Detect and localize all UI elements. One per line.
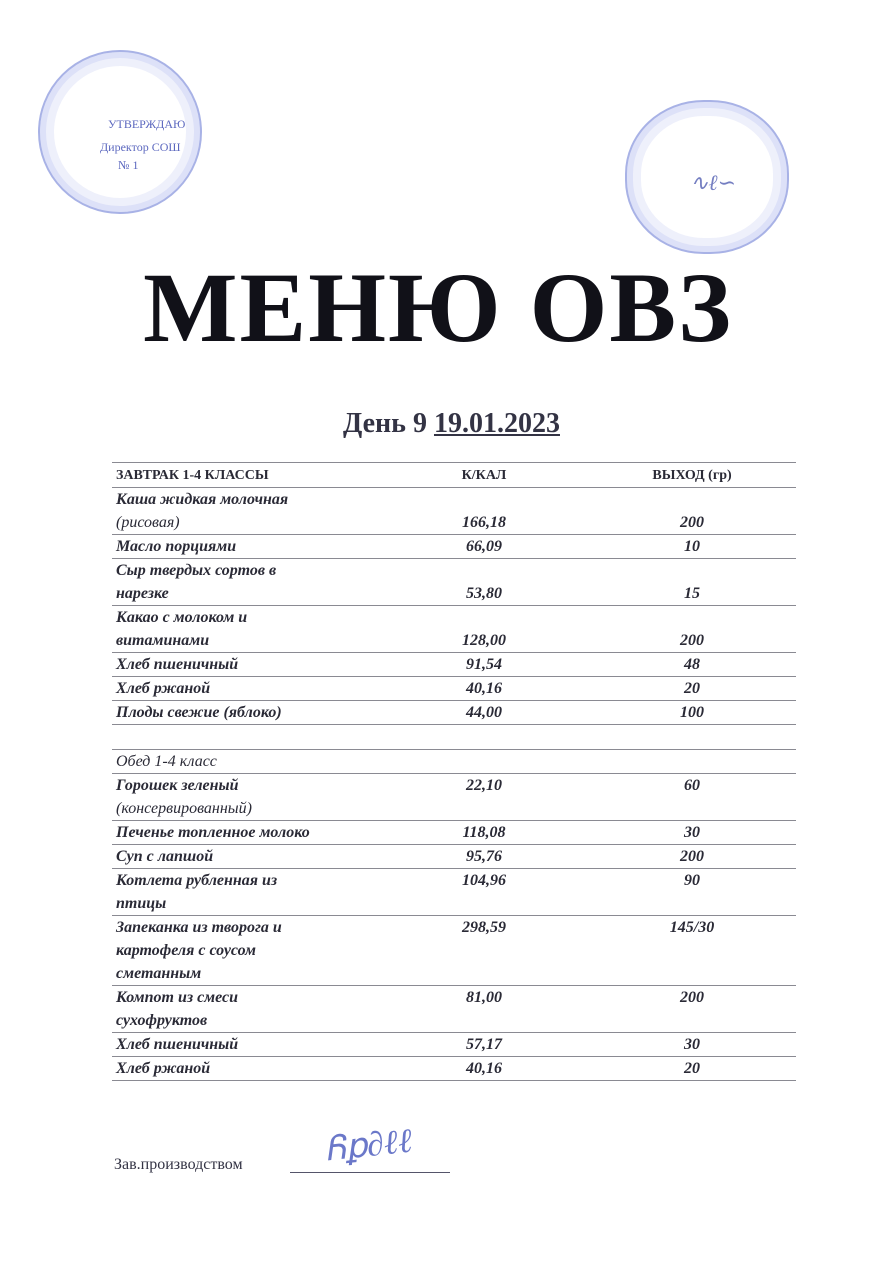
dish-name-line: Суп с лапшой	[116, 848, 214, 865]
lunch-header: Обед 1-4 класс	[112, 750, 380, 774]
table-row	[112, 916, 796, 986]
table-row	[112, 653, 796, 677]
stamp-text-number: № 1	[118, 158, 139, 172]
kcal-value: 104,96	[380, 869, 588, 916]
output-value: 48	[588, 653, 796, 677]
output-value: 200	[588, 488, 796, 535]
kcal-value: 95,76	[380, 845, 588, 869]
output-value: 200	[588, 845, 796, 869]
kcal-value: 40,16	[380, 1057, 588, 1081]
dish-name-line: Хлеб пшеничный	[116, 1036, 239, 1053]
dish-name-line: птицы	[116, 895, 167, 912]
header-meal: ЗАВТРАК 1-4 КЛАССЫ	[112, 463, 380, 488]
output-value: 30	[588, 821, 796, 845]
output-value: 30	[588, 1033, 796, 1057]
seal-signature-scribble: ∿ℓ∽	[690, 170, 737, 195]
signature-line	[290, 1172, 450, 1173]
dish-name-line: Печенье топленное молоко	[116, 824, 310, 841]
table-row	[112, 535, 796, 559]
menu-table	[112, 462, 796, 1081]
dish-name	[112, 869, 380, 916]
dish-name	[112, 677, 380, 701]
breakfast-section	[112, 488, 796, 725]
dish-name-line: Компот из смеси	[116, 989, 239, 1006]
table-row	[112, 559, 796, 606]
lunch-section	[112, 750, 796, 774]
dish-name	[112, 653, 380, 677]
stamp-text-director: Директор СОШ	[100, 140, 181, 154]
dish-name	[112, 821, 380, 845]
output-value: 15	[588, 559, 796, 606]
dish-name-line: (консервированный)	[116, 800, 252, 817]
dish-name-line: Котлета рубленная из	[116, 872, 278, 889]
dish-name-line: Хлеб ржаной	[116, 680, 211, 697]
table-row	[112, 845, 796, 869]
output-value: 20	[588, 1057, 796, 1081]
kcal-value: 53,80	[380, 559, 588, 606]
dish-name-line: картофеля с соусом	[116, 942, 256, 959]
kcal-value: 22,10	[380, 774, 588, 821]
dish-name-line: Горошек зеленый	[116, 777, 239, 794]
dish-name-line: сухофруктов	[116, 1012, 208, 1029]
dish-name	[112, 986, 380, 1033]
table-header-row	[112, 463, 796, 488]
header-output: ВЫХОД (гр)	[588, 463, 796, 488]
lunch-header-row	[112, 750, 796, 774]
blank-row	[112, 725, 796, 750]
dish-name-line: (рисовая)	[116, 514, 180, 531]
dish-name	[112, 606, 380, 653]
dish-name-line: витаминами	[116, 632, 210, 649]
kcal-value: 91,54	[380, 653, 588, 677]
kcal-value: 128,00	[380, 606, 588, 653]
dish-name	[112, 488, 380, 535]
kcal-value: 118,08	[380, 821, 588, 845]
dish-name	[112, 845, 380, 869]
kcal-value: 66,09	[380, 535, 588, 559]
table-row	[112, 986, 796, 1033]
output-value: 145/30	[588, 916, 796, 986]
stamp-text-approve: УТВЕРЖДАЮ	[108, 117, 186, 131]
table-row	[112, 1033, 796, 1057]
approval-stamp-left	[38, 50, 202, 214]
output-value: 60	[588, 774, 796, 821]
dish-name	[112, 1033, 380, 1057]
table-row	[112, 488, 796, 535]
kcal-value: 57,17	[380, 1033, 588, 1057]
table-row	[112, 821, 796, 845]
dish-name-line: Запеканка из творога и	[116, 919, 282, 936]
kcal-value: 44,00	[380, 701, 588, 725]
page-title: МЕНЮ ОВЗ	[143, 252, 733, 363]
table-row	[112, 606, 796, 653]
signature-label: Зав.производством	[114, 1156, 243, 1173]
dish-name-line: Каша жидкая молочная	[116, 491, 289, 508]
table-row	[112, 774, 796, 821]
kcal-value: 298,59	[380, 916, 588, 986]
output-value: 90	[588, 869, 796, 916]
table-row	[112, 1057, 796, 1081]
lunch-items	[112, 774, 796, 1081]
section-spacer	[112, 725, 796, 750]
dish-name	[112, 701, 380, 725]
kcal-value: 81,00	[380, 986, 588, 1033]
dish-name-line: Хлеб ржаной	[116, 1060, 211, 1077]
dish-name	[112, 774, 380, 821]
table-row	[112, 677, 796, 701]
dish-name	[112, 916, 380, 986]
table-row	[112, 869, 796, 916]
table-row	[112, 701, 796, 725]
output-value: 100	[588, 701, 796, 725]
dish-name-line: нарезке	[116, 585, 169, 602]
output-value: 20	[588, 677, 796, 701]
dish-name-line: Сыр твердых сортов в	[116, 562, 277, 579]
dish-name-line: Масло порциями	[116, 538, 237, 555]
dish-name	[112, 1057, 380, 1081]
kcal-value: 166,18	[380, 488, 588, 535]
dish-name-line: Какао с молоком и	[116, 609, 248, 626]
output-value: 10	[588, 535, 796, 559]
dish-name-line: Плоды свежие (яблоко)	[116, 704, 282, 721]
menu-day-date	[343, 408, 560, 440]
output-value: 200	[588, 986, 796, 1033]
menu-date: 19.01.2023	[433, 408, 560, 439]
dish-name-line: сметанным	[116, 965, 202, 982]
header-kcal: К/КАЛ	[380, 463, 588, 488]
menu-day: День 9	[343, 408, 427, 439]
dish-name	[112, 559, 380, 606]
output-value: 200	[588, 606, 796, 653]
dish-name-line: Хлеб пшеничный	[116, 656, 239, 673]
kcal-value: 40,16	[380, 677, 588, 701]
dish-name	[112, 535, 380, 559]
handwritten-signature: Ᏺꝑ∂ℓℓ	[323, 1122, 414, 1169]
